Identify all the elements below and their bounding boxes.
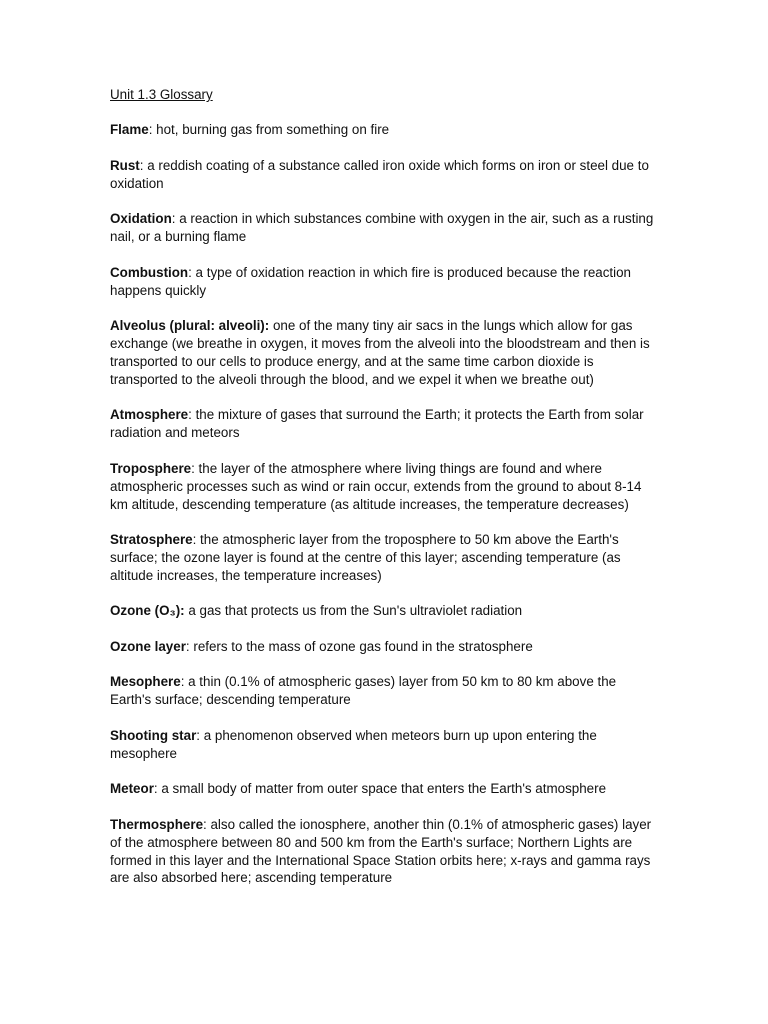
glossary-entry-meteor xyxy=(110,780,658,798)
glossary-entry-shooting-star xyxy=(110,727,658,763)
glossary-term: Ozone (O₃): xyxy=(110,603,185,619)
glossary-term: Troposphere xyxy=(110,460,192,476)
glossary-entry-ozone xyxy=(110,602,658,620)
glossary-definition: : hot, burning gas from something on fire xyxy=(148,122,390,138)
glossary-term: Stratosphere xyxy=(110,532,193,548)
glossary-definition: one of the many tiny air sacs in the lungs which allow for gas exchange (we breathe in oxygen, it moves from the alveoli into the bloodstream and then is transported to our cells to produce energy, and at the same time carbon dioxide is transported to the alveoli through the blood, and we expel it when we breathe out) xyxy=(110,318,650,387)
glossary-term: Meteor xyxy=(110,781,154,797)
glossary-definition: : a thin (0.1% of atmospheric gases) layer from 50 km to 80 km above the Earth's surface; descending temperature xyxy=(110,674,617,708)
document-title: Unit 1.3 Glossary xyxy=(110,87,213,102)
glossary-term: Flame xyxy=(110,122,149,138)
glossary-entry-rust xyxy=(110,157,658,193)
glossary-definition: a gas that protects us from the Sun's ultraviolet radiation xyxy=(184,603,523,619)
glossary-definition: : refers to the mass of ozone gas found in the stratosphere xyxy=(185,638,533,654)
glossary-term: Thermosphere xyxy=(110,816,204,832)
glossary-entry-alveolus xyxy=(110,317,658,389)
glossary-definition: : a phenomenon observed when meteors burn up upon entering the mesophere xyxy=(110,727,597,761)
glossary-definition: : a type of oxidation reaction in which fire is produced because the reaction happens quickly xyxy=(110,264,632,298)
glossary-definition: : also called the ionosphere, another thin (0.1% of atmospheric gases) layer of the atmosphere between 80 and 500 km from the Earth's surface; Northern Lights are formed in this layer and the International Space Station orbits here; x-rays and gamma rays are also absorbed here; ascending temperature xyxy=(110,816,652,886)
glossary-term: Combustion xyxy=(110,264,189,280)
glossary-term: Ozone layer xyxy=(110,638,186,654)
glossary-entry-ozone-layer xyxy=(110,638,658,656)
glossary-entry-flame xyxy=(110,121,658,139)
glossary-term: Atmosphere xyxy=(110,407,189,423)
glossary-term: Mesophere xyxy=(110,674,181,690)
glossary-term: Shooting star xyxy=(110,727,197,743)
glossary-entry-thermosphere xyxy=(110,816,658,888)
glossary-definition: : the layer of the atmosphere where living things are found and where atmospheric processes such as wind or rain occur, extends from the ground to about 8-14 km altitude, descending temperature (as altitude increases, the temperature decreases) xyxy=(110,460,642,512)
glossary-definition: : the atmospheric layer from the troposphere to 50 km above the Earth's surface; the ozone layer is found at the centre of this layer; ascending temperature (as altitude increases, the temperature increases) xyxy=(110,532,621,583)
glossary-entry-mesophere xyxy=(110,673,658,709)
document-page xyxy=(110,86,658,905)
glossary-entry-troposphere xyxy=(110,460,658,514)
glossary-entry-oxidation xyxy=(110,210,658,246)
glossary-term: Oxidation xyxy=(110,211,172,227)
glossary-definition: : a reddish coating of a substance called iron oxide which forms on iron or steel due to oxidation xyxy=(110,157,649,191)
glossary-definition: : a small body of matter from outer space that enters the Earth's atmosphere xyxy=(153,781,607,797)
glossary-entry-stratosphere xyxy=(110,531,658,585)
glossary-entry-atmosphere xyxy=(110,406,658,442)
glossary-term: Alveolus (plural: alveoli): xyxy=(110,318,270,334)
glossary-definition: : a reaction in which substances combine with oxygen in the air, such as a rusting nail, or a burning flame xyxy=(110,211,654,245)
glossary-definition: : the mixture of gases that surround the Earth; it protects the Earth from solar radiation and meteors xyxy=(110,407,644,441)
glossary-entry-combustion xyxy=(110,264,658,300)
glossary-term: Rust xyxy=(110,157,140,173)
